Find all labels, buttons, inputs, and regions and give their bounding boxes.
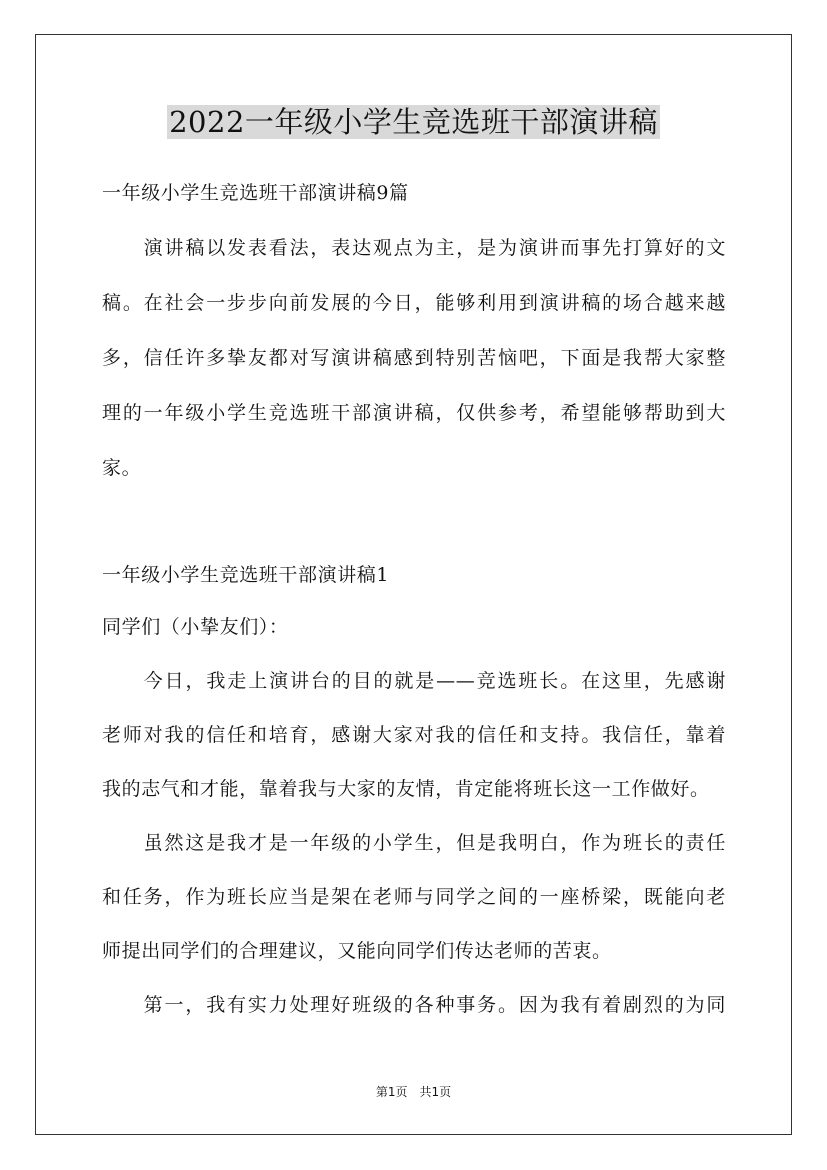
body-line: 演讲稿以发表看法，表达观点为主，是为演讲而事先打算好的文 <box>102 237 726 259</box>
document-title: 2022一年级小学生竞选班干部演讲稿 <box>169 105 658 139</box>
section-heading: 一年级小学生竞选班干部演讲稿1 <box>102 564 390 586</box>
page-footer: 第1页 共1页 <box>375 1085 452 1099</box>
body-line: 稿。在社会一步步向前发展的今日，能够利用到演讲稿的场合越来越 <box>102 292 726 314</box>
body-line: 第一，我有实力处理好班级的各种事务。因为我有着剧烈的为同 <box>102 994 726 1016</box>
salutation-line: 同学们（小挚友们）： <box>102 616 289 638</box>
document-title-container <box>0 102 827 142</box>
body-line: 我的志气和才能，靠着我与大家的友情，肯定能将班长这一工作做好。 <box>102 778 710 800</box>
body-line: 虽然这是我才是一年级的小学生，但是我明白，作为班长的责任 <box>102 832 726 854</box>
body-line: 多，信任许多挚友都对写演讲稿感到特别苦恼吧，下面是我帮大家整 <box>102 347 726 369</box>
body-line: 今日，我走上演讲台的目的就是——竞选班长。在这里，先感谢 <box>102 670 726 692</box>
subtitle-line: 一年级小学生竞选班干部演讲稿9篇 <box>102 182 409 204</box>
body-line: 老师对我的信任和培育，感谢大家对我的信任和支持。我信任，靠着 <box>102 724 726 746</box>
body-line: 和任务，作为班长应当是架在老师与同学之间的一座桥梁，既能向老 <box>102 886 726 908</box>
body-line: 师提出同学们的合理建议，又能向同学们传达老师的苦衷。 <box>102 940 612 962</box>
body-line: 理的一年级小学生竞选班干部演讲稿，仅供参考，希望能够帮助到大 <box>102 402 726 424</box>
body-line: 家。 <box>102 457 142 479</box>
